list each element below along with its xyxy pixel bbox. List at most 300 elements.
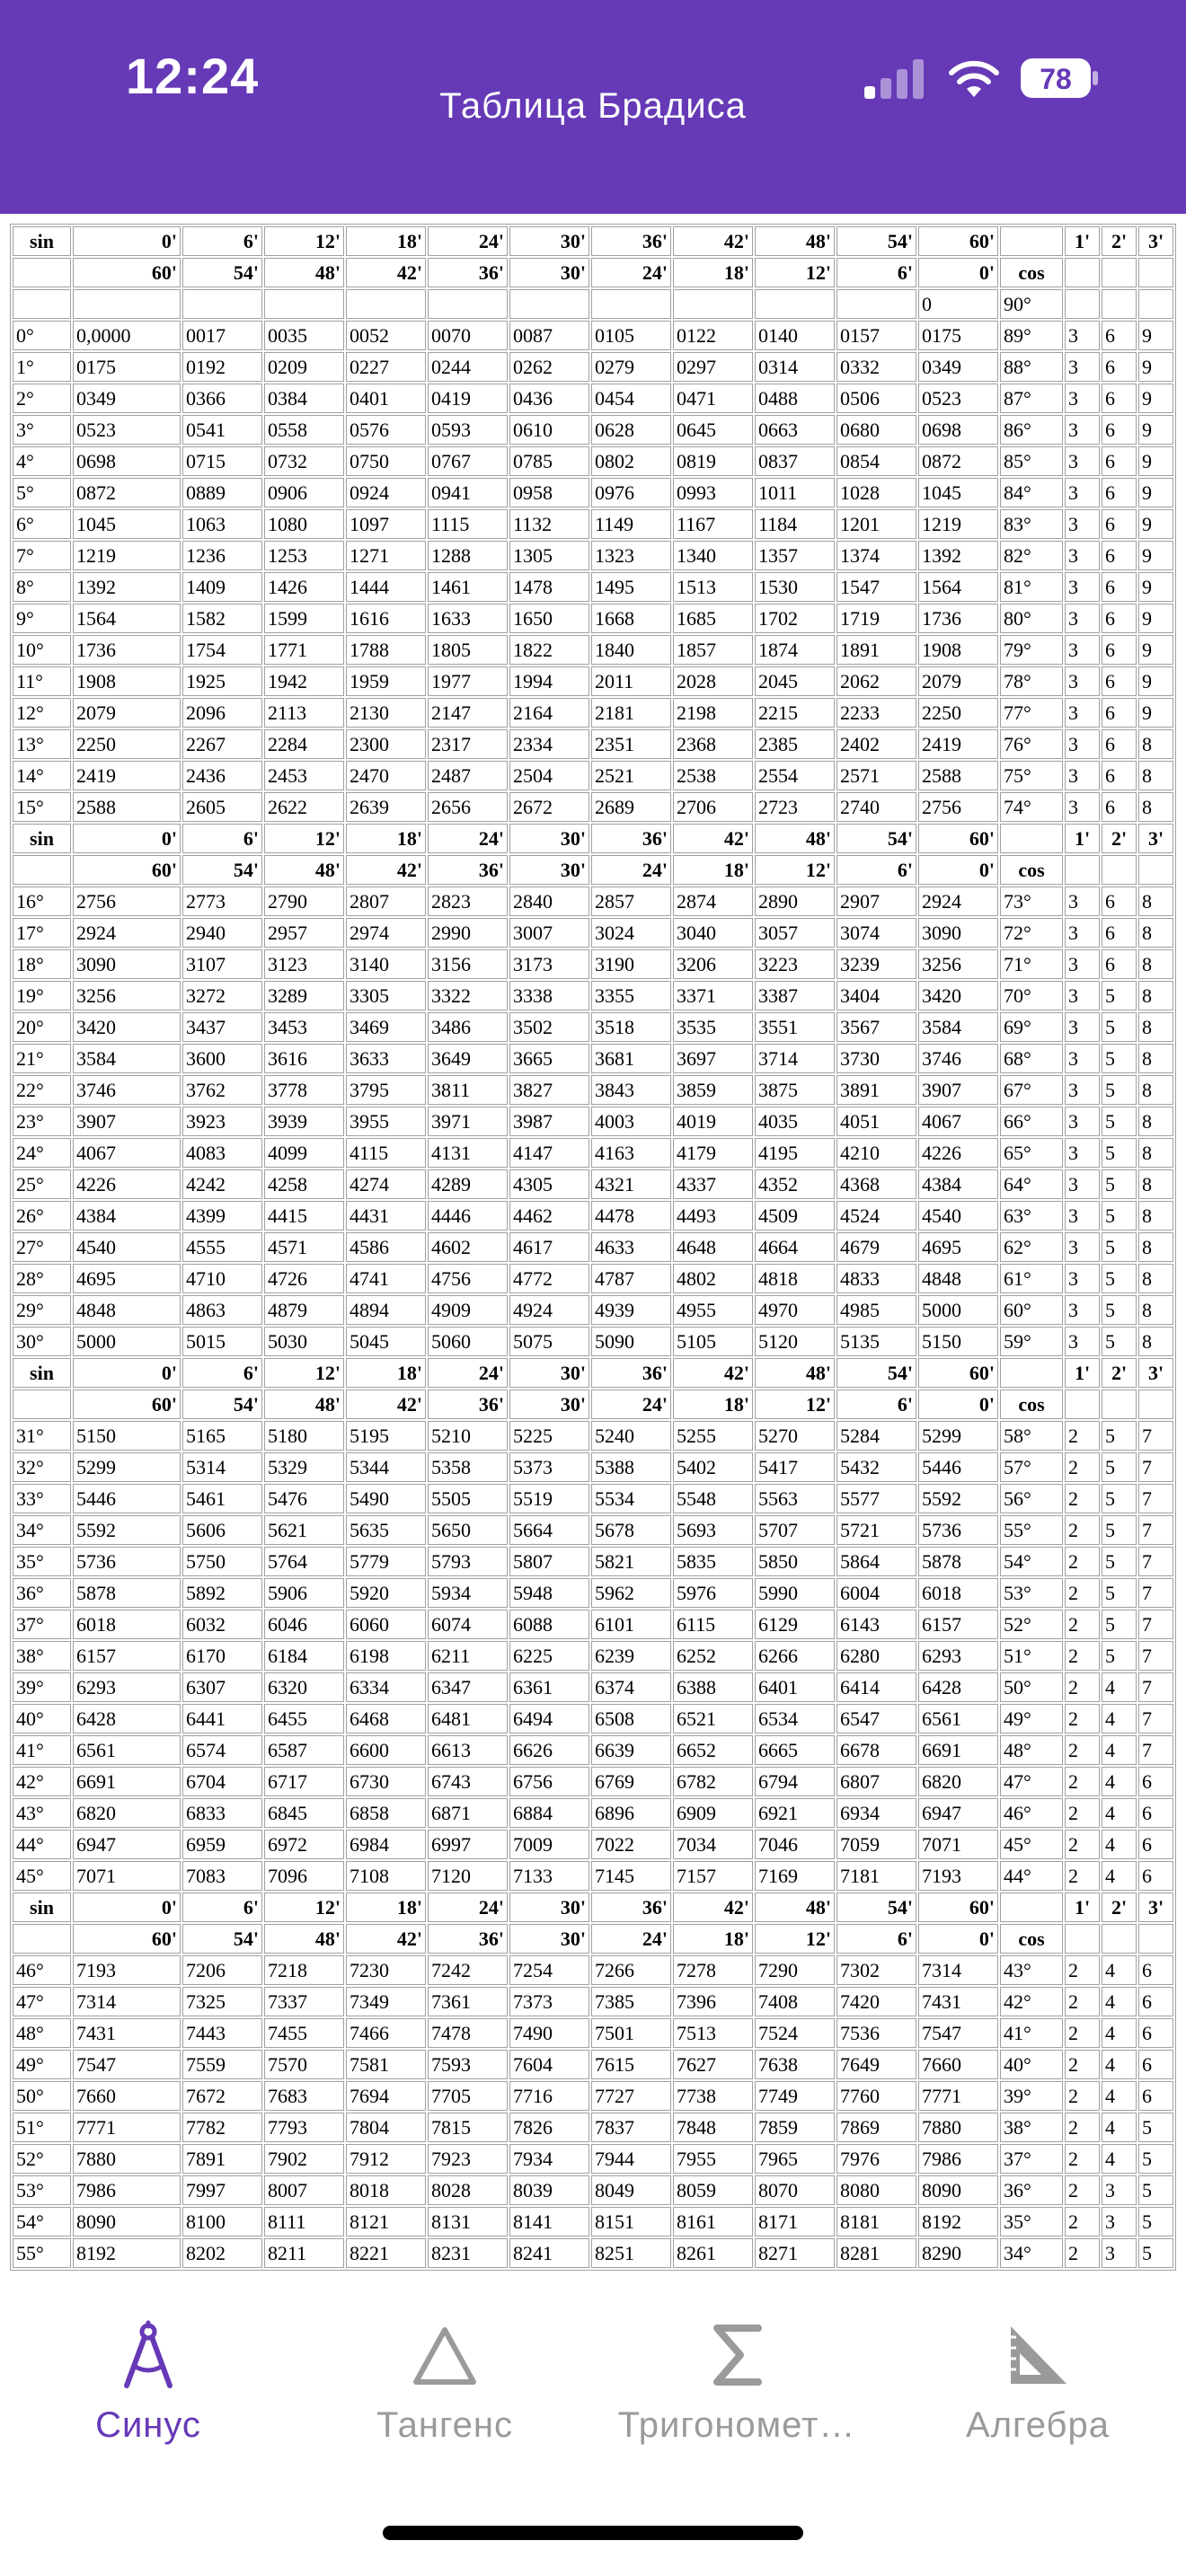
value-cell: 4741 — [346, 1264, 426, 1293]
degree-cell: 33° — [13, 1484, 71, 1513]
correction-cell: 4 — [1102, 2144, 1137, 2174]
correction-cell: 3 — [1065, 1169, 1100, 1199]
value-cell: 5446 — [918, 1452, 998, 1482]
value-cell: 3040 — [673, 918, 753, 948]
value-cell: 1599 — [264, 604, 344, 633]
value-cell: 6743 — [428, 1767, 508, 1796]
value-cell: 7815 — [428, 2113, 508, 2142]
degree-cell: 49° — [13, 2050, 71, 2079]
correction-cell: 2 — [1065, 1610, 1100, 1639]
value-cell: 4051 — [836, 1107, 916, 1136]
table-row — [13, 1169, 1173, 1199]
correction-cell: 2 — [1065, 1452, 1100, 1482]
table-scroll-area[interactable] — [0, 214, 1186, 2290]
value-cell: 7314 — [918, 1955, 998, 1985]
degree-cell: 32° — [13, 1452, 71, 1482]
value-cell: 7443 — [182, 2018, 262, 2048]
value-cell: 7193 — [73, 1955, 181, 1985]
value-cell: 1702 — [755, 604, 835, 633]
cos-degree-cell: 89° — [1000, 321, 1063, 350]
value-cell: 0872 — [73, 478, 181, 507]
value-cell: 2588 — [73, 792, 181, 822]
correction-cell: 3 — [1065, 1327, 1100, 1356]
value-cell: 4003 — [591, 1107, 671, 1136]
value-cell — [73, 289, 181, 319]
minute-header: 24' — [428, 1892, 508, 1922]
value-cell: 3714 — [755, 1044, 835, 1073]
correction-cell: 9 — [1138, 604, 1173, 633]
value-cell: 1392 — [73, 572, 181, 602]
empty-cell — [1102, 855, 1137, 885]
value-cell: 3420 — [73, 1012, 181, 1042]
value-cell: 0349 — [73, 384, 181, 413]
value-cell: 5606 — [182, 1515, 262, 1545]
value-cell: 2706 — [673, 792, 753, 822]
value-cell: 2062 — [836, 666, 916, 696]
table-row — [13, 1704, 1173, 1734]
value-cell: 4787 — [591, 1264, 671, 1293]
value-cell: 1891 — [836, 635, 916, 665]
value-cell: 8121 — [346, 2207, 426, 2236]
value-cell: 2351 — [591, 729, 671, 759]
value-cell: 3355 — [591, 981, 671, 1010]
correction-cell: 5 — [1102, 1641, 1137, 1671]
header-row-bottom — [13, 855, 1173, 885]
value-cell: 6508 — [591, 1704, 671, 1734]
value-cell: 0122 — [673, 321, 753, 350]
minute-header: 48' — [264, 1389, 344, 1419]
value-cell: 6561 — [73, 1735, 181, 1765]
value-cell: 2267 — [182, 729, 262, 759]
value-cell: 7848 — [673, 2113, 753, 2142]
value-cell: 2639 — [346, 792, 426, 822]
value-cell: 5721 — [836, 1515, 916, 1545]
degree-cell: 35° — [13, 1547, 71, 1576]
value-cell: 7547 — [73, 2050, 181, 2079]
correction-cell — [1102, 289, 1137, 319]
value-cell: 3322 — [428, 981, 508, 1010]
value-cell: 6401 — [755, 1672, 835, 1702]
value-cell: 7536 — [836, 2018, 916, 2048]
table-row — [13, 1610, 1173, 1639]
value-cell: 2419 — [73, 761, 181, 790]
correction-cell: 7 — [1138, 1515, 1173, 1545]
value-cell: 6959 — [182, 1830, 262, 1859]
value-cell: 5962 — [591, 1578, 671, 1608]
correction-cell: 3 — [1065, 1201, 1100, 1231]
value-cell: 6921 — [755, 1798, 835, 1828]
correction-cell: 6 — [1138, 1861, 1173, 1891]
correction-cell: 2 — [1065, 1987, 1100, 2016]
value-cell: 6871 — [428, 1798, 508, 1828]
value-cell: 6414 — [836, 1672, 916, 1702]
minute-header: 12' — [264, 1358, 344, 1388]
value-cell: 5284 — [836, 1421, 916, 1451]
value-cell: 7837 — [591, 2113, 671, 2142]
cos-degree-cell: 37° — [1000, 2144, 1063, 2174]
value-cell: 6334 — [346, 1672, 426, 1702]
value-cell: 6730 — [346, 1767, 426, 1796]
value-cell: 5373 — [509, 1452, 589, 1482]
correction-cell: 3 — [1065, 698, 1100, 728]
value-cell: 3518 — [591, 1012, 671, 1042]
value-cell: 5934 — [428, 1578, 508, 1608]
degree-cell: 43° — [13, 1798, 71, 1828]
minute-header: 0' — [918, 1924, 998, 1954]
value-cell: 5835 — [673, 1547, 753, 1576]
cos-degree-cell: 68° — [1000, 1044, 1063, 1073]
table-row — [13, 1484, 1173, 1513]
degree-cell: 9° — [13, 604, 71, 633]
value-cell: 7083 — [182, 1861, 262, 1891]
empty-cell — [1102, 258, 1137, 287]
empty-cell — [1102, 1924, 1137, 1954]
tab-label: Алгебра — [966, 2405, 1110, 2445]
value-cell: 7593 — [428, 2050, 508, 2079]
correction-cell: 2 — [1065, 1955, 1100, 1985]
correction-cell: 3 — [1065, 1295, 1100, 1325]
value-cell: 7145 — [591, 1861, 671, 1891]
correction-cell: 9 — [1138, 384, 1173, 413]
minute-header: 48' — [264, 1924, 344, 1954]
minute-header: 42' — [346, 1389, 426, 1419]
value-cell: 3746 — [73, 1075, 181, 1105]
minute-header: 24' — [591, 1389, 671, 1419]
value-cell: 8100 — [182, 2207, 262, 2236]
value-cell: 3551 — [755, 1012, 835, 1042]
value-cell: 6794 — [755, 1767, 835, 1796]
value-cell: 7181 — [836, 1861, 916, 1891]
correction-cell: 9 — [1138, 572, 1173, 602]
value-cell: 2773 — [182, 887, 262, 916]
correction-cell: 3 — [1065, 635, 1100, 665]
value-cell: 1219 — [73, 541, 181, 570]
value-cell: 1736 — [918, 604, 998, 633]
value-cell: 5650 — [428, 1515, 508, 1545]
value-cell: 6441 — [182, 1704, 262, 1734]
value-cell: 1409 — [182, 572, 262, 602]
minute-header: 18' — [346, 1892, 426, 1922]
value-cell: 7672 — [182, 2081, 262, 2111]
value-cell: 7501 — [591, 2018, 671, 2048]
correction-cell: 5 — [1138, 2113, 1173, 2142]
value-cell: 4909 — [428, 1295, 508, 1325]
table-row — [13, 1452, 1173, 1482]
value-cell: 6561 — [918, 1704, 998, 1734]
value-cell: 2605 — [182, 792, 262, 822]
table-row — [13, 1138, 1173, 1168]
value-cell: 6717 — [264, 1767, 344, 1796]
minute-header: 30' — [509, 855, 589, 885]
sin-label: sin — [13, 226, 71, 256]
value-cell: 6184 — [264, 1641, 344, 1671]
correction-cell: 2 — [1065, 2050, 1100, 2079]
value-cell: 7804 — [346, 2113, 426, 2142]
table-row — [13, 918, 1173, 948]
cos-degree-cell: 51° — [1000, 1641, 1063, 1671]
correction-header: 1' — [1065, 1892, 1100, 1922]
value-cell: 1719 — [836, 604, 916, 633]
cos-degree-cell: 55° — [1000, 1515, 1063, 1545]
value-cell: 8202 — [182, 2238, 262, 2268]
value-cell: 3486 — [428, 1012, 508, 1042]
value-cell: 5120 — [755, 1327, 835, 1356]
value-cell: 5314 — [182, 1452, 262, 1482]
correction-cell: 4 — [1102, 1955, 1137, 1985]
correction-header: 2' — [1102, 226, 1137, 256]
cos-degree-cell: 82° — [1000, 541, 1063, 570]
correction-cell: 6 — [1102, 384, 1137, 413]
home-indicator — [383, 2526, 803, 2540]
cos-degree-cell: 90° — [1000, 289, 1063, 319]
degree-cell: 21° — [13, 1044, 71, 1073]
value-cell: 6947 — [73, 1830, 181, 1859]
correction-cell: 5 — [1102, 1547, 1137, 1576]
correction-cell: 7 — [1138, 1610, 1173, 1639]
value-cell: 7615 — [591, 2050, 671, 2079]
correction-cell: 5 — [1102, 1012, 1137, 1042]
value-cell: 6032 — [182, 1610, 262, 1639]
correction-cell: 4 — [1102, 1704, 1137, 1734]
table-row — [13, 1012, 1173, 1042]
value-cell: 4321 — [591, 1169, 671, 1199]
value-cell: 6018 — [918, 1578, 998, 1608]
minute-header: 36' — [591, 1358, 671, 1388]
value-cell: 2284 — [264, 729, 344, 759]
cos-degree-cell: 48° — [1000, 1735, 1063, 1765]
value-cell: 6678 — [836, 1735, 916, 1765]
value-cell: 3535 — [673, 1012, 753, 1042]
value-cell: 7705 — [428, 2081, 508, 2111]
value-cell: 2300 — [346, 729, 426, 759]
value-cell: 6374 — [591, 1672, 671, 1702]
tab-tangent[interactable] — [332, 2290, 557, 2470]
value-cell: 6521 — [673, 1704, 753, 1734]
empty-cell — [1138, 1389, 1173, 1419]
value-cell: 1616 — [346, 604, 426, 633]
value-cell: 0628 — [591, 415, 671, 445]
table-row — [13, 384, 1173, 413]
value-cell: 4179 — [673, 1138, 753, 1168]
value-cell: 4939 — [591, 1295, 671, 1325]
correction-cell: 2 — [1065, 1861, 1100, 1891]
value-cell: 5764 — [264, 1547, 344, 1576]
value-cell: 4384 — [73, 1201, 181, 1231]
value-cell: 8221 — [346, 2238, 426, 2268]
value-cell: 8211 — [264, 2238, 344, 2268]
value-cell: 2385 — [755, 729, 835, 759]
value-cell: 7242 — [428, 1955, 508, 1985]
minute-header: 60' — [918, 1892, 998, 1922]
value-cell: 7771 — [918, 2081, 998, 2111]
value-cell: 2672 — [509, 792, 589, 822]
value-cell: 4083 — [182, 1138, 262, 1168]
value-cell: 0175 — [918, 321, 998, 350]
value-cell: 0192 — [182, 352, 262, 382]
value-cell: 6665 — [755, 1735, 835, 1765]
value-cell: 4571 — [264, 1232, 344, 1262]
value-cell: 8261 — [673, 2238, 753, 2268]
degree-cell: 12° — [13, 698, 71, 728]
value-cell: 5807 — [509, 1547, 589, 1576]
degree-cell: 52° — [13, 2144, 71, 2174]
value-cell: 2689 — [591, 792, 671, 822]
value-cell: 0750 — [346, 446, 426, 476]
value-cell: 5015 — [182, 1327, 262, 1356]
value-cell: 3437 — [182, 1012, 262, 1042]
minute-header: 24' — [428, 226, 508, 256]
value-cell: 4431 — [346, 1201, 426, 1231]
degree-cell: 7° — [13, 541, 71, 570]
correction-cell: 2 — [1065, 1547, 1100, 1576]
value-cell: 4258 — [264, 1169, 344, 1199]
value-cell: 7944 — [591, 2144, 671, 2174]
correction-cell: 4 — [1102, 2113, 1137, 2142]
value-cell: 4305 — [509, 1169, 589, 1199]
value-cell: 2857 — [591, 887, 671, 916]
value-cell: 0366 — [182, 384, 262, 413]
value-cell: 7727 — [591, 2081, 671, 2111]
value-cell: 3987 — [509, 1107, 589, 1136]
value-cell: 0976 — [591, 478, 671, 507]
value-cell: 1201 — [836, 509, 916, 539]
value-cell: 2521 — [591, 761, 671, 790]
value-cell: 3074 — [836, 918, 916, 948]
table-row — [13, 1830, 1173, 1859]
value-cell: 3616 — [264, 1044, 344, 1073]
minute-header: 30' — [509, 824, 589, 853]
value-cell: 4384 — [918, 1169, 998, 1199]
table-row — [13, 478, 1173, 507]
value-cell: 5577 — [836, 1484, 916, 1513]
minute-header: 48' — [755, 226, 835, 256]
minute-header: 36' — [428, 855, 508, 885]
cos-degree-cell: 54° — [1000, 1547, 1063, 1576]
value-cell: 6494 — [509, 1704, 589, 1734]
minute-header: 6' — [836, 1389, 916, 1419]
cos-degree-cell: 42° — [1000, 1987, 1063, 2016]
tab-algebra[interactable] — [925, 2290, 1150, 2470]
value-cell: 2554 — [755, 761, 835, 790]
value-cell: 1754 — [182, 635, 262, 665]
correction-cell: 9 — [1138, 698, 1173, 728]
correction-cell: 6 — [1102, 352, 1137, 382]
minute-header: 36' — [591, 1892, 671, 1922]
set-square-icon — [1002, 2319, 1074, 2391]
cos-label: cos — [1000, 1389, 1063, 1419]
empty-cell — [13, 258, 71, 287]
value-cell: 7997 — [182, 2175, 262, 2205]
minute-header: 6' — [182, 1892, 262, 1922]
correction-cell: 2 — [1065, 1484, 1100, 1513]
value-cell: 7694 — [346, 2081, 426, 2111]
value-cell: 6388 — [673, 1672, 753, 1702]
value-cell: 3223 — [755, 949, 835, 979]
value-cell: 6198 — [346, 1641, 426, 1671]
tab-trigonometry[interactable] — [611, 2290, 863, 2470]
minute-header: 60' — [73, 1924, 181, 1954]
value-cell: 8080 — [836, 2175, 916, 2205]
correction-cell: 3 — [1065, 446, 1100, 476]
value-cell: 2096 — [182, 698, 262, 728]
minute-header: 18' — [346, 824, 426, 853]
correction-cell: 9 — [1138, 352, 1173, 382]
tab-sine[interactable] — [36, 2290, 261, 2470]
correction-cell: 3 — [1065, 1264, 1100, 1293]
minute-header: 54' — [836, 1358, 916, 1388]
table-row — [13, 2175, 1173, 2205]
value-cell: 3827 — [509, 1075, 589, 1105]
value-cell: 1097 — [346, 509, 426, 539]
correction-cell: 2 — [1065, 1830, 1100, 1859]
correction-cell: 5 — [1102, 1327, 1137, 1356]
degree-cell: 44° — [13, 1830, 71, 1859]
value-cell: 2250 — [918, 698, 998, 728]
correction-cell: 3 — [1065, 1044, 1100, 1073]
correction-cell: 6 — [1102, 478, 1137, 507]
cos-degree-cell: 67° — [1000, 1075, 1063, 1105]
minute-header: 42' — [673, 1892, 753, 1922]
minute-header: 48' — [264, 855, 344, 885]
value-cell: 5358 — [428, 1452, 508, 1482]
value-cell: 1392 — [918, 541, 998, 570]
table-row — [13, 2018, 1173, 2048]
value-cell: 2924 — [73, 918, 181, 948]
value-cell: 8007 — [264, 2175, 344, 2205]
value-cell: 1771 — [264, 635, 344, 665]
cos-degree-cell: 88° — [1000, 352, 1063, 382]
value-cell: 6782 — [673, 1767, 753, 1796]
value-cell: 6225 — [509, 1641, 589, 1671]
value-cell: 3387 — [755, 981, 835, 1010]
value-cell: 1564 — [918, 572, 998, 602]
degree-cell: 8° — [13, 572, 71, 602]
degree-cell: 23° — [13, 1107, 71, 1136]
value-cell: 2436 — [182, 761, 262, 790]
correction-cell: 2 — [1065, 2113, 1100, 2142]
value-cell: 4695 — [918, 1232, 998, 1262]
correction-cell: 6 — [1102, 446, 1137, 476]
degree-cell: 11° — [13, 666, 71, 696]
value-cell: 5446 — [73, 1484, 181, 1513]
value-cell: 0785 — [509, 446, 589, 476]
minute-header: 42' — [346, 855, 426, 885]
table-row — [13, 1421, 1173, 1451]
value-cell: 7071 — [918, 1830, 998, 1859]
value-cell: 2807 — [346, 887, 426, 916]
value-cell: 4633 — [591, 1232, 671, 1262]
value-cell: 0052 — [346, 321, 426, 350]
value-cell: 8039 — [509, 2175, 589, 2205]
correction-cell — [1138, 289, 1173, 319]
minute-header: 42' — [673, 226, 753, 256]
value-cell: 6858 — [346, 1798, 426, 1828]
correction-cell: 8 — [1138, 1327, 1173, 1356]
value-cell: 3665 — [509, 1044, 589, 1073]
value-cell: 3649 — [428, 1044, 508, 1073]
value-cell: 7869 — [836, 2113, 916, 2142]
correction-cell: 8 — [1138, 981, 1173, 1010]
value-cell: 6468 — [346, 1704, 426, 1734]
value-cell: 8090 — [918, 2175, 998, 2205]
value-cell: 1340 — [673, 541, 753, 570]
value-cell: 1132 — [509, 509, 589, 539]
correction-header: 1' — [1065, 1358, 1100, 1388]
value-cell: 0872 — [918, 446, 998, 476]
value-cell: 5075 — [509, 1327, 589, 1356]
minute-header: 30' — [509, 1892, 589, 1922]
correction-cell: 6 — [1102, 729, 1137, 759]
